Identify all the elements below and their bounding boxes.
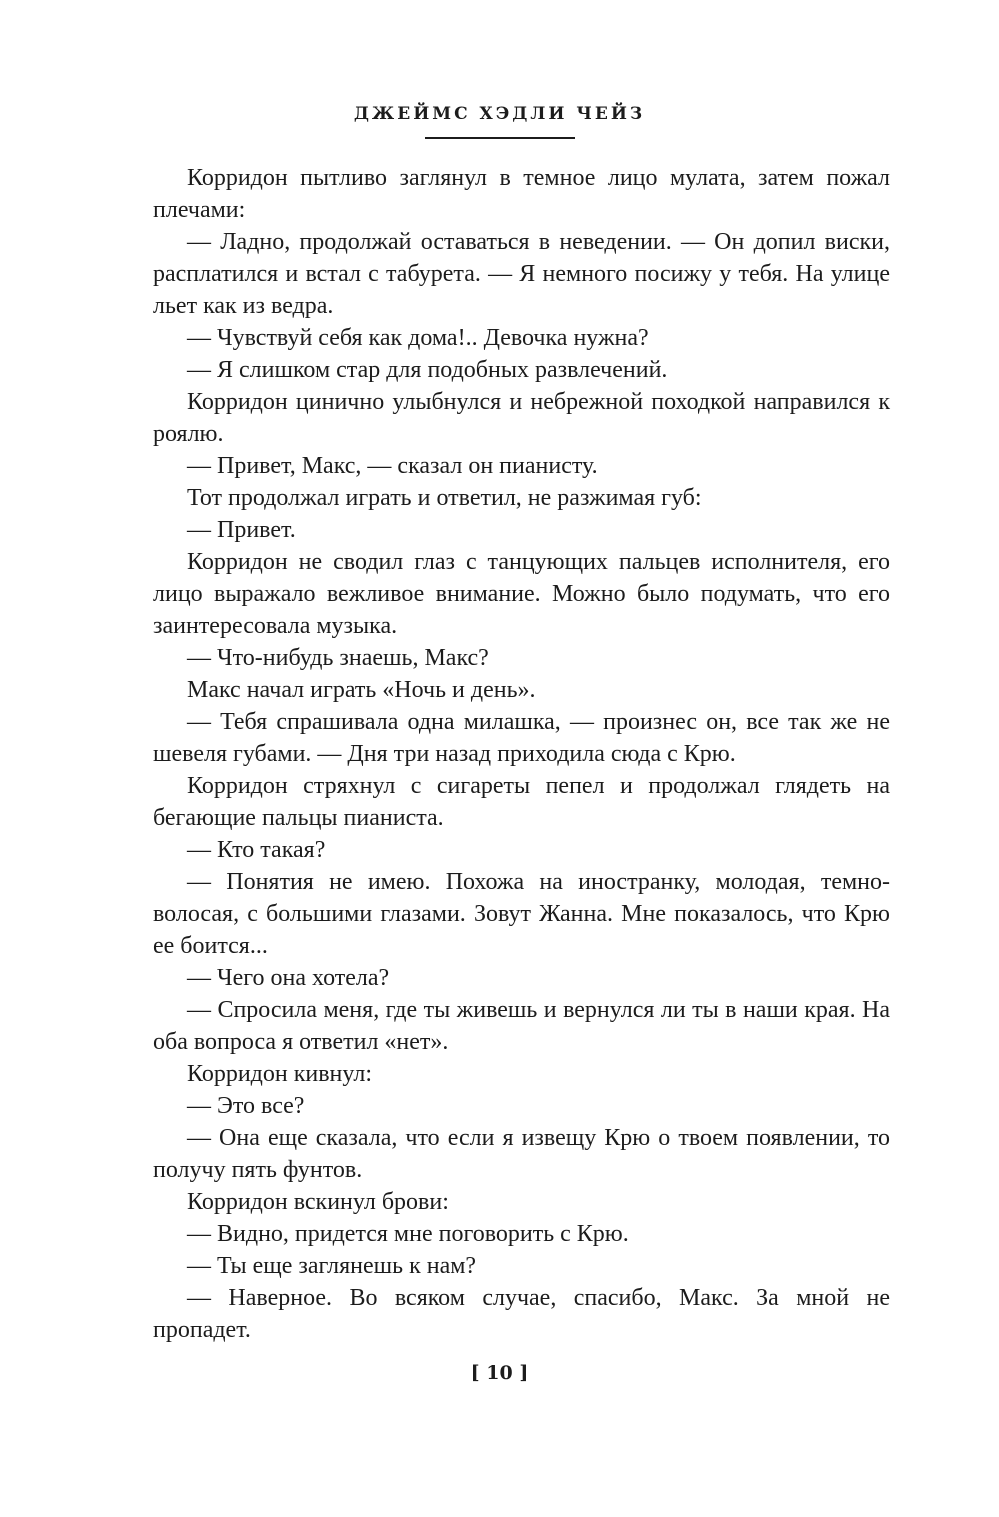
paragraph: — Наверное. Во всяком случае, спасибо, Макс. За мной не пропадет. [153,1285,890,1343]
paragraph: — Ты еще заглянешь к нам? [187,1253,477,1279]
paragraph: — Она еще сказала, что если я извещу Крю о твоем появлении, то получу пять фунтов. [153,1125,890,1183]
paragraph: — Чего она хотела? [187,965,390,991]
running-head: ДЖЕЙМС ХЭДЛИ ЧЕЙЗ [353,104,646,124]
paragraph: Корридон вскинул брови: [187,1189,449,1215]
paragraph: — Понятия не имею. Похожа на иностранку, молодая, темноволосая, с большими глазами. Зовут Жанна. Мне показалось, что Крю ее боится... [153,869,890,959]
paragraph: Корридон цинично улыбнулся и небрежной походкой направился к роялю. [153,389,890,447]
body-text [153,162,890,1346]
paragraph: — Видно, придется мне поговорить с Крю. [187,1221,629,1247]
paragraph: Макс начал играть «Ночь и день». [187,677,536,703]
paragraph: Корридон кивнул: [187,1061,372,1087]
paragraph: Корридон стряхнул с сигареты пепел и продолжал глядеть на бегающие пальцы пианиста. [153,773,890,831]
paragraph: Корридон пытливо заглянул в темное лицо мулата, затем пожал плечами: [153,165,890,223]
paragraph: Тот продолжал играть и ответил, не разжимая губ: [187,485,702,511]
paragraph: Корридон не сводил глаз с танцующих пальцев исполнителя, его лицо выражало вежливое внимание. Можно было подумать, что его заинтересовала музыка. [153,549,890,639]
paragraph: — Кто такая? [187,837,326,863]
paragraph: — Тебя спрашивала одна милашка, — произнес он, все так же не шевеля губами. — Дня три назад приходила сюда с Крю. [153,709,890,767]
paragraph: — Привет. [187,517,296,543]
paragraph: — Что-нибудь знаешь, Макс? [187,645,489,671]
paragraph: — Спросила меня, где ты живешь и вернулся ли ты в наши края. На оба вопроса я ответил «нет». [153,997,890,1055]
paragraph: — Это все? [187,1093,305,1119]
paragraph: — Чувствуй себя как дома!.. Девочка нужна? [187,325,649,351]
header-rule [425,137,575,139]
paragraph: — Привет, Макс, — сказал он пианисту. [187,453,598,479]
page-number: [ 10 ] [470,1362,529,1384]
paragraph: — Ладно, продолжай оставаться в неведении. — Он допил виски, расплатился и встал с табурета. — Я немного посижу у тебя. На улице льет как из ведра. [153,229,890,319]
paragraph: — Я слишком стар для подобных развлечений. [187,357,668,383]
